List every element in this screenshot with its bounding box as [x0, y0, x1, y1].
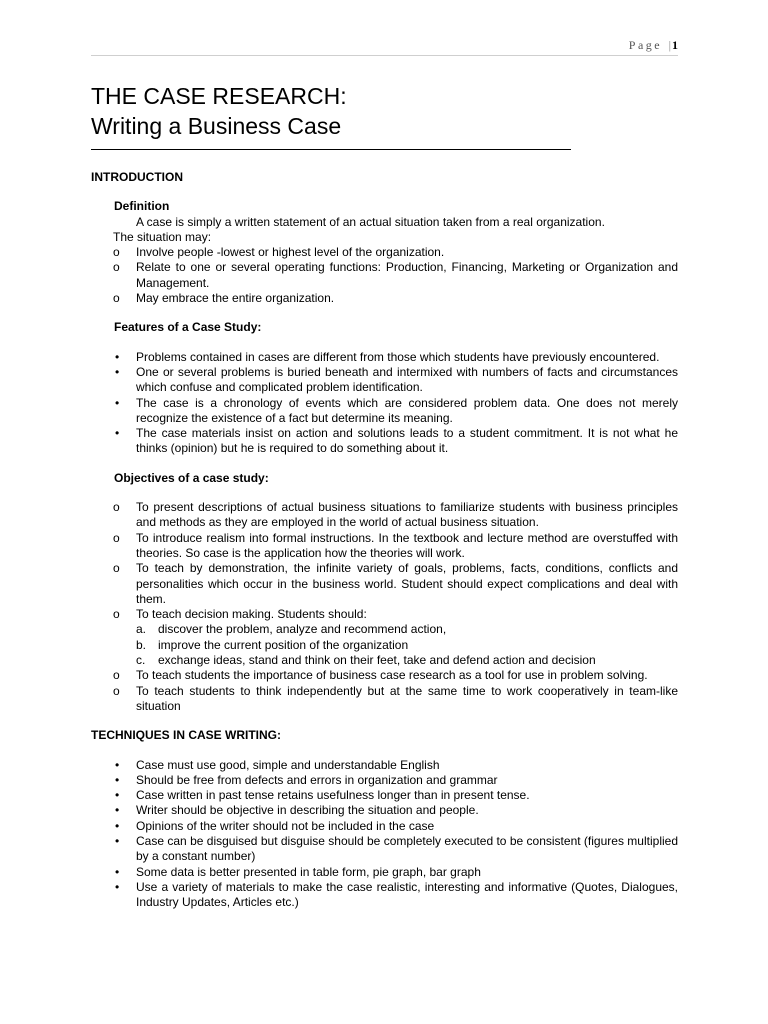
objectives-heading: Objectives of a case study: [114, 470, 269, 485]
features-heading: Features of a Case Study: [114, 320, 262, 335]
techniques-list [91, 758, 678, 911]
bullet-icon: • [115, 426, 120, 441]
list-item: • Case must use good, simple and understandable English [115, 757, 440, 772]
list-item: • Writer should be objective in describing the situation and people. [115, 803, 479, 818]
objectives-list [91, 500, 678, 714]
definition-heading: Definition [114, 199, 170, 214]
sub-list-item: a. discover the problem, analyze and recommend action, [136, 622, 447, 637]
circle-bullet-icon: o [113, 245, 120, 260]
bullet-icon: • [115, 772, 120, 787]
bullet-icon: • [115, 864, 120, 879]
situation-intro: The situation may: [113, 229, 212, 244]
list-item: • Should be free from defects and errors in organization and grammar [115, 772, 498, 787]
list-item: • One or several problems is buried beneath and intermixed with numbers of facts and circumstances which confuse and complicated problem identification. [115, 364, 678, 395]
situation-list [91, 245, 678, 306]
list-item: o Involve people -lowest or highest level of the organization. [113, 245, 445, 260]
list-item: • Case can be disguised but disguise should be completely executed to be consistent (figures multiplied by a constant number) [115, 833, 678, 864]
list-item: o Relate to one or several operating functions: Production, Financing, Marketing or Organization and Management. [113, 260, 678, 290]
list-item: • Opinions of the writer should not be included in the case [115, 818, 435, 833]
list-item: • Problems contained in cases are different from those which students have previously encountered. [115, 349, 660, 364]
list-item: • Some data is better presented in table form, pie graph, bar graph [115, 864, 481, 879]
bullet-icon: • [115, 395, 120, 410]
bullet-icon: • [115, 349, 120, 364]
list-item: o To present descriptions of actual business situations to familiarize students with business principles and methods as they are employed in the world of actual business situation. [113, 500, 678, 530]
circle-bullet-icon: o [113, 260, 120, 275]
bullet-icon: • [115, 364, 120, 379]
bullet-icon: • [115, 879, 120, 894]
list-item: o To teach decision making. Students should: a. discover the problem, analyze and recommend action, b. improve the current position of the organization c. exchange ideas, stand and think on their feet, take and defend action and decision [91, 607, 678, 668]
bullet-icon: • [115, 803, 120, 818]
list-item: o May embrace the entire organization. [113, 291, 335, 306]
decision-making-sublist [136, 622, 678, 668]
document-subtitle: Writing a Business Case [91, 113, 342, 139]
introduction-heading: INTRODUCTION [91, 170, 183, 184]
page-separator: | [668, 38, 671, 52]
page-label: Page [628, 38, 663, 52]
list-item: • The case materials insist on action and solutions leads to a student commitment. It is not what he thinks (opinion) but he is required to do something about it. [115, 426, 678, 456]
document-title: THE CASE RESEARCH: [91, 83, 347, 109]
page-header [91, 38, 678, 56]
list-item: • Use a variety of materials to make the case realistic, interesting and informative (Quotes, Dialogues, Industry Updates, Articles etc.) [115, 879, 678, 910]
circle-bullet-icon: o [113, 291, 120, 306]
list-item: o To teach students to think independently but at the same time to work cooperatively in team-like situation [113, 683, 678, 713]
bullet-icon: • [115, 757, 120, 772]
circle-bullet-icon: o [113, 607, 120, 622]
bullet-icon: • [115, 818, 120, 833]
bullet-icon: • [115, 788, 120, 803]
definition-text: A case is simply a written statement of an actual situation taken from a real organization. [136, 214, 605, 229]
title-underline [91, 149, 571, 150]
circle-bullet-icon: o [113, 530, 120, 545]
list-item: • Case written in past tense retains usefulness longer than in present tense. [115, 788, 530, 803]
list-item: o To introduce realism into formal instructions. In the textbook and lecture method are overstuffed with theories. So case is the application how the theories will work. [113, 530, 678, 560]
sub-list-item: c. exchange ideas, stand and think on their feet, take and defend action and decision [136, 653, 596, 668]
page-number: 1 [672, 38, 678, 52]
circle-bullet-icon: o [113, 500, 120, 515]
features-list [91, 350, 678, 457]
list-item: o To teach by demonstration, the infinite variety of goals, problems, facts, conditions, conflicts and personalities which occur in the business world. Student should expect complications and deal with them. [113, 561, 678, 606]
techniques-heading: TECHNIQUES IN CASE WRITING: [91, 728, 282, 743]
document-body [91, 170, 678, 910]
list-item: • The case is a chronology of events which are considered problem data. One does not merely recognize the existence of a fact but determine its meaning. [115, 395, 678, 425]
circle-bullet-icon: o [113, 561, 120, 576]
bullet-icon: • [115, 833, 120, 848]
circle-bullet-icon: o [113, 683, 120, 698]
sub-list-item: b. improve the current position of the organization [136, 637, 409, 652]
circle-bullet-icon: o [113, 668, 120, 683]
list-item: o To teach students the importance of business case research as a tool for use in problem solving. [113, 668, 648, 683]
